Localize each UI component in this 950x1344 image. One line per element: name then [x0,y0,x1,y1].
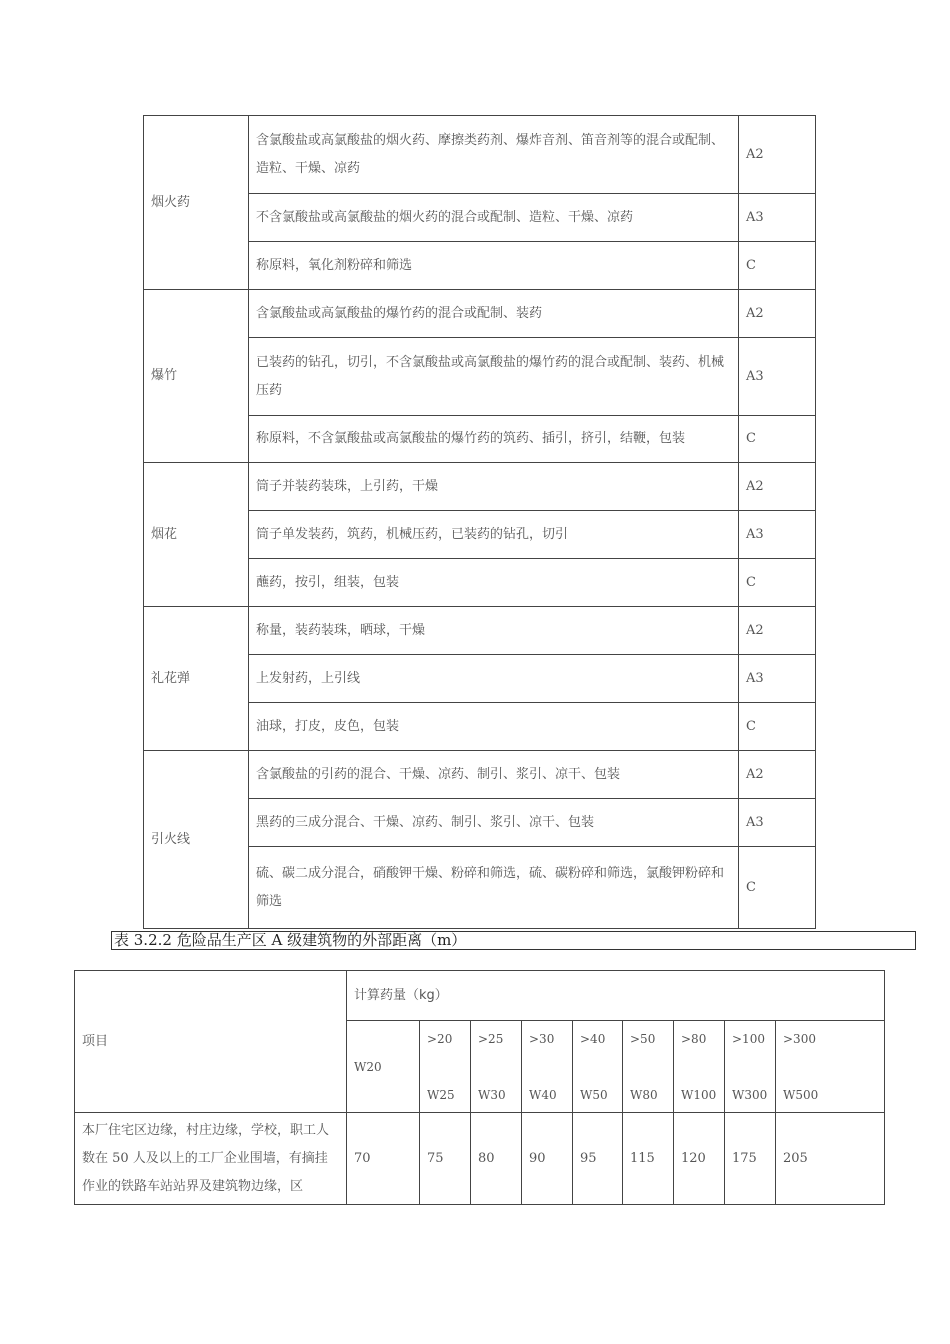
range-to: W100 [681,1087,717,1102]
distance-value: 120 [674,1113,725,1205]
process-hazard-class-table [143,115,816,929]
range-header [725,1021,776,1113]
hazard-class: A2 [739,751,816,799]
distance-value: 80 [471,1113,522,1205]
external-distance-table [74,970,885,1205]
process-description: 黑药的三成分混合、干燥、凉药、制引、浆引、凉干、包装 [249,799,739,847]
range-from: >25 [478,1031,504,1046]
category-cell: 礼花弹 [144,607,249,751]
range-to: W30 [478,1087,506,1102]
range-from: >30 [529,1031,555,1046]
distance-value: 95 [573,1113,623,1205]
range-from: >80 [681,1031,707,1046]
process-description: 含氯酸盐或高氯酸盐的爆竹药的混合或配制、装药 [249,290,739,338]
hazard-class: C [739,416,816,463]
distance-value: 75 [420,1113,471,1205]
process-description: 含氯酸盐或高氯酸盐的烟火药、摩擦类药剂、爆炸音剂、笛音剂等的混合或配制、造粒、干燥、凉药 [249,116,739,194]
table-caption: 表 3.2.2 危险品生产区 A 级建筑物的外部距离（m） [111,931,916,950]
range-header [776,1021,885,1113]
process-description: 筒子并装药装珠，上引药，干燥 [249,463,739,511]
process-description: 称原料，不含氯酸盐或高氯酸盐的爆竹药的筑药、插引，挤引，结鞭，包装 [249,416,739,463]
process-description: 硫、碳二成分混合，硝酸钾干燥、粉碎和筛选，硫、碳粉碎和筛选，氯酸钾粉碎和筛选 [249,847,739,929]
process-description: 油球，打皮，皮色，包装 [249,703,739,751]
range-to: W25 [427,1087,455,1102]
category-cell: 爆竹 [144,290,249,463]
range-to: W80 [630,1087,658,1102]
hazard-class: A3 [739,338,816,416]
process-description: 称量，装药装珠，晒球，干燥 [249,607,739,655]
category-cell: 烟花 [144,463,249,607]
hazard-class: C [739,847,816,929]
range-header [522,1021,573,1113]
range-header [471,1021,522,1113]
process-description: 上发射药，上引线 [249,655,739,703]
range-header [573,1021,623,1113]
range-from: >20 [427,1031,453,1046]
range-to: W50 [580,1087,608,1102]
hazard-class: C [739,242,816,290]
range-header [347,1021,420,1113]
range-from: >100 [732,1031,765,1046]
quantity-header: 计算药量（kg） [347,971,885,1021]
range-header [623,1021,674,1113]
range-from: >300 [783,1031,816,1046]
distance-value: 175 [725,1113,776,1205]
range-to: W500 [783,1087,819,1102]
range-header [674,1021,725,1113]
range-from: >50 [630,1031,656,1046]
hazard-class: A3 [739,194,816,242]
distance-value: 70 [347,1113,420,1205]
distance-value: 205 [776,1113,885,1205]
item-cell: 本厂住宅区边缘，村庄边缘，学校，职工人数在 50 人及以上的工厂企业围墙，有摘挂作业的铁路车站站界及建筑物边缘，区 [75,1113,347,1205]
range-to: W40 [529,1087,557,1102]
process-description: 蘸药，按引，组装，包装 [249,559,739,607]
distance-value: 115 [623,1113,674,1205]
process-description: 筒子单发装药，筑药，机械压药，已装药的钻孔，切引 [249,511,739,559]
distance-value: 90 [522,1113,573,1205]
process-description: 已装药的钻孔，切引，不含氯酸盐或高氯酸盐的爆竹药的混合或配制、装药、机械压药 [249,338,739,416]
hazard-class: A3 [739,799,816,847]
hazard-class: C [739,559,816,607]
hazard-class: A3 [739,655,816,703]
hazard-class: A2 [739,607,816,655]
hazard-class: A2 [739,116,816,194]
category-cell: 烟火药 [144,116,249,290]
hazard-class: A2 [739,463,816,511]
item-header: 项目 [75,971,347,1113]
hazard-class: A2 [739,290,816,338]
process-description: 称原料，氧化剂粉碎和筛选 [249,242,739,290]
category-cell: 引火线 [144,751,249,929]
hazard-class: C [739,703,816,751]
range-to: W300 [732,1087,768,1102]
range-to: W20 [354,1059,382,1074]
process-description: 含氯酸盐的引药的混合、干燥、凉药、制引、浆引、凉干、包装 [249,751,739,799]
range-from: >40 [580,1031,606,1046]
range-header [420,1021,471,1113]
process-description: 不含氯酸盐或高氯酸盐的烟火药的混合或配制、造粒、干燥、凉药 [249,194,739,242]
hazard-class: A3 [739,511,816,559]
